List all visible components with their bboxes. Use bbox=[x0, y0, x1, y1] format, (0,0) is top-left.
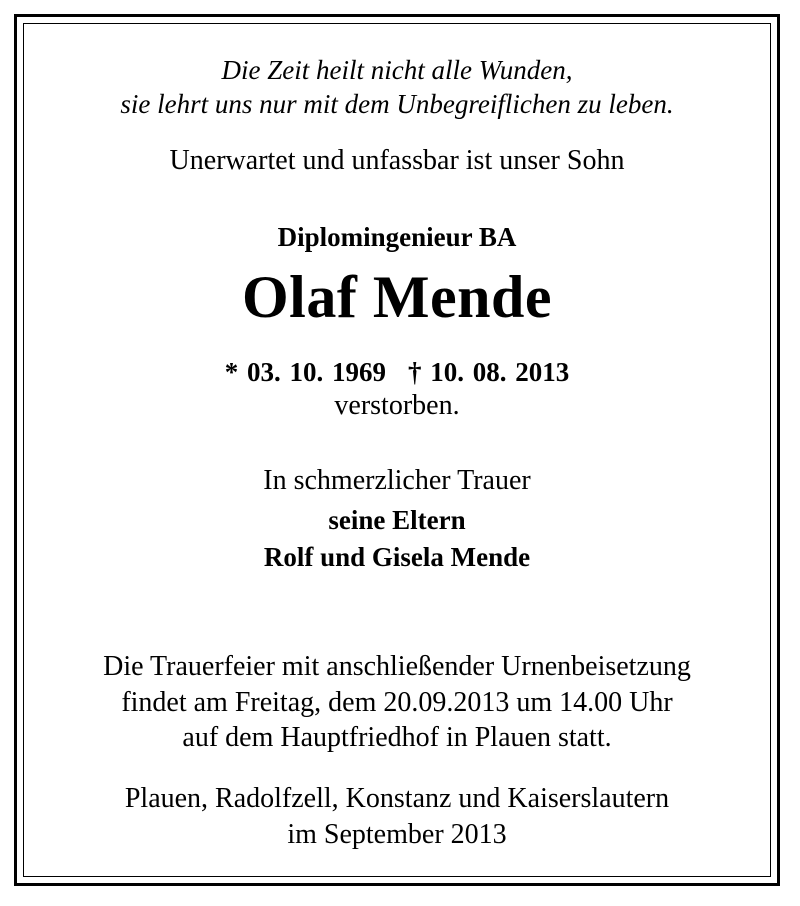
obituary-border bbox=[14, 14, 780, 886]
quote-line-2: sie lehrt uns nur mit dem Unbegreiflichen zu leben. bbox=[120, 89, 674, 119]
deceased-name: Olaf Mende bbox=[242, 264, 552, 330]
obituary-content bbox=[17, 17, 777, 883]
quote-line-1: Die Zeit heilt nicht alle Wunden, bbox=[221, 55, 573, 85]
intro-text: Unerwartet und unfassbar ist unser Sohn bbox=[169, 145, 625, 176]
closing-date: im September 2013 bbox=[287, 819, 507, 850]
life-dates bbox=[17, 356, 777, 388]
mourners-relation: seine Eltern bbox=[328, 505, 466, 535]
death-date: † 10. 08. 2013 bbox=[408, 357, 570, 387]
ceremony-line-2: findet am Freitag, dem 20.09.2013 um 14.00 Uhr bbox=[121, 687, 673, 718]
deceased-verb: verstorben. bbox=[334, 390, 460, 421]
ceremony-line-1: Die Trauerfeier mit anschließender Urnenbeisetzung bbox=[103, 651, 691, 682]
ceremony-line-3: auf dem Hauptfriedhof in Plauen statt. bbox=[182, 722, 612, 753]
closing-places: Plauen, Radolfzell, Konstanz und Kaiserslautern bbox=[124, 783, 670, 814]
deceased-title: Diplomingenieur BA bbox=[277, 222, 517, 252]
mourners-names: Rolf und Gisela Mende bbox=[263, 542, 531, 572]
birth-date: * 03. 10. 1969 bbox=[224, 357, 386, 387]
mourners-intro: In schmerzlicher Trauer bbox=[263, 465, 531, 496]
